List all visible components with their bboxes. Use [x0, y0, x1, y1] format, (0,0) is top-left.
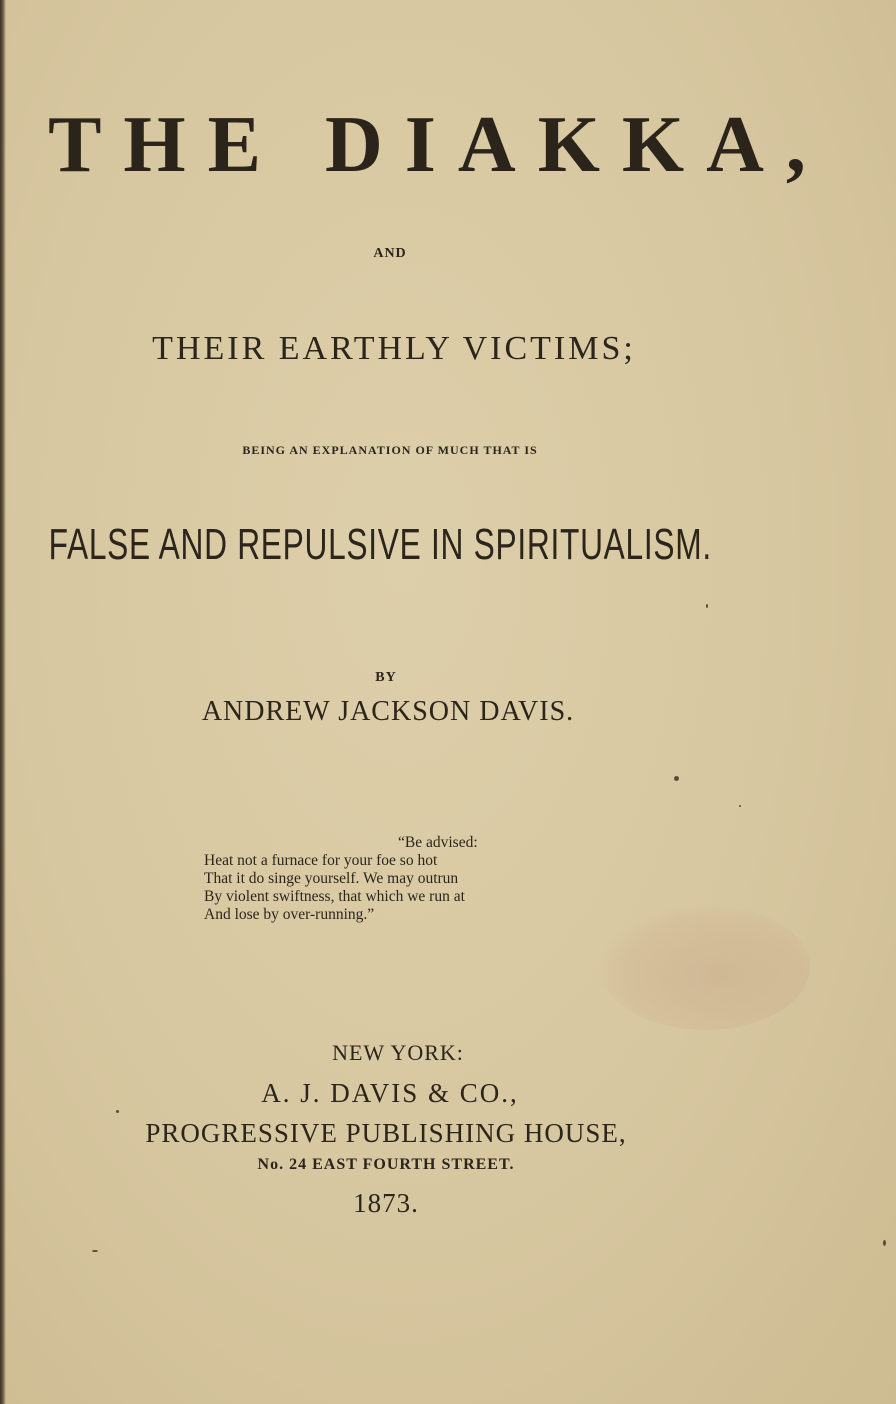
epigraph [204, 834, 624, 924]
paper-speck [116, 1110, 119, 1113]
by-line: BY [375, 670, 397, 685]
subtitle: THEIR EARTHLY VICTIMS; [152, 330, 636, 367]
epigraph-line: And lose by over-running.” [204, 906, 375, 923]
epigraph-line: Heat not a furnace for your foe so hot [204, 852, 438, 869]
paper-speck [92, 1250, 98, 1252]
author-name: ANDREW JACKSON DAVIS. [201, 696, 575, 727]
imprint-address: No. 24 EAST FOURTH STREET. [257, 1156, 515, 1173]
library-stamp [600, 905, 810, 1030]
epigraph-line: By violent swiftness, that which we run at [204, 888, 465, 905]
paper-speck [883, 1240, 886, 1246]
imprint-publisher: A. J. DAVIS & CO., [261, 1078, 519, 1108]
imprint-city: NEW YORK: [332, 1040, 464, 1065]
epigraph-line: “Be advised: [398, 834, 478, 851]
conjunction-and: AND [373, 246, 407, 261]
paper-speck [674, 776, 679, 781]
secondary-title: FALSE AND REPULSIVE IN SPIRITUALISM. [48, 520, 712, 569]
book-title: THE DIAKKA, [48, 101, 828, 189]
epigraph-line: That it do singe yourself. We may outrun [204, 870, 459, 887]
explanation-line: BEING AN EXPLANATION OF MUCH THAT IS [242, 443, 538, 457]
paper-speck [706, 604, 708, 608]
imprint-year: 1873. [353, 1188, 419, 1218]
imprint-house: PROGRESSIVE PUBLISHING HOUSE, [145, 1118, 627, 1148]
paper-speck [739, 805, 741, 807]
